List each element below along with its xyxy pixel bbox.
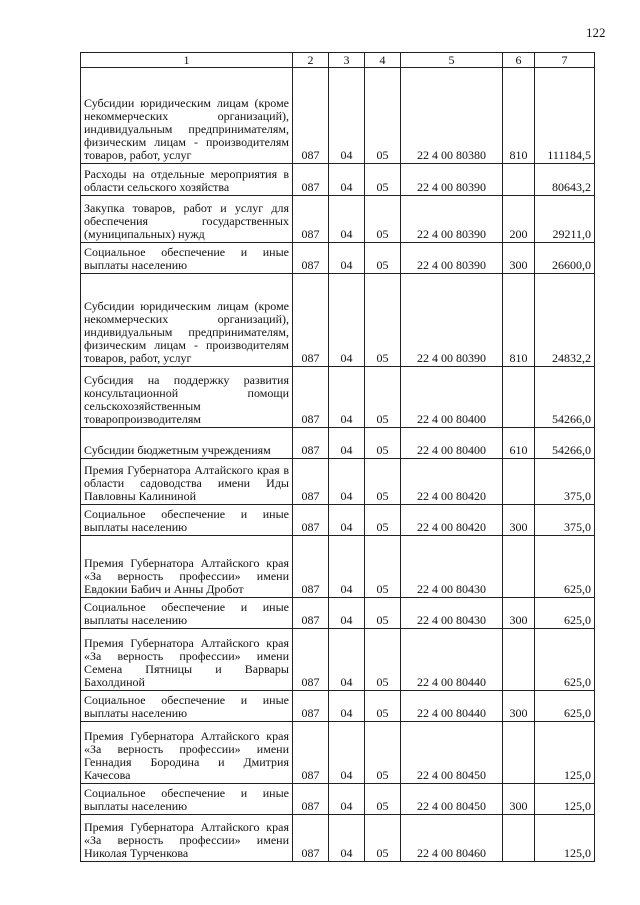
row-name: Социальное обеспечение и иные выплаты населению: [81, 691, 293, 722]
subsection-code: 05: [365, 274, 401, 367]
expense-type-code: 810: [503, 68, 535, 164]
section-code: 04: [329, 243, 365, 274]
target-article-code: 22 4 00 80450: [401, 784, 503, 815]
section-code: 04: [329, 598, 365, 629]
subsection-code: 05: [365, 196, 401, 243]
subsection-code: 05: [365, 598, 401, 629]
amount: 80643,2: [535, 164, 595, 196]
amount: 375,0: [535, 459, 595, 505]
header-cell: 7: [535, 53, 595, 68]
table-row: [81, 428, 595, 459]
section-code: 04: [329, 629, 365, 691]
row-name: Социальное обеспечение и иные выплаты населению: [81, 784, 293, 815]
table-row: [81, 784, 595, 815]
amount: 625,0: [535, 536, 595, 598]
header-cell: 5: [401, 53, 503, 68]
target-article-code: 22 4 00 80440: [401, 691, 503, 722]
expense-type-code: 300: [503, 243, 535, 274]
section-code: 04: [329, 722, 365, 784]
table-row: [81, 722, 595, 784]
ministry-code: 087: [293, 164, 329, 196]
expense-type-code: [503, 815, 535, 862]
ministry-code: 087: [293, 459, 329, 505]
target-article-code: 22 4 00 80430: [401, 598, 503, 629]
expense-type-code: 610: [503, 428, 535, 459]
header-cell: 2: [293, 53, 329, 68]
target-article-code: 22 4 00 80400: [401, 367, 503, 428]
target-article-code: 22 4 00 80460: [401, 815, 503, 862]
target-article-code: 22 4 00 80420: [401, 505, 503, 536]
row-name: Социальное обеспечение и иные выплаты населению: [81, 243, 293, 274]
target-article-code: 22 4 00 80440: [401, 629, 503, 691]
row-name: Субсидия на поддержку развития консультационной помощи сельскохозяйственным товаропроизводителям: [81, 367, 293, 428]
row-name: Субсидии бюджетным учреждениям: [81, 428, 293, 459]
header-cell: 4: [365, 53, 401, 68]
section-code: 04: [329, 68, 365, 164]
section-code: 04: [329, 815, 365, 862]
row-name: Социальное обеспечение и иные выплаты населению: [81, 505, 293, 536]
section-code: 04: [329, 367, 365, 428]
amount: 125,0: [535, 815, 595, 862]
amount: 26600,0: [535, 243, 595, 274]
row-name: Премия Губернатора Алтайского края «За верность профессии» имени Евдокии Бабич и Анны Дробот: [81, 536, 293, 598]
row-name: Закупка товаров, работ и услуг для обеспечения государственных (муниципальных) нужд: [81, 196, 293, 243]
row-name: Премия Губернатора Алтайского края «За верность профессии» имени Геннадия Бородина и Дмитрия Качесова: [81, 722, 293, 784]
expense-type-code: 200: [503, 196, 535, 243]
section-code: 04: [329, 691, 365, 722]
section-code: 04: [329, 505, 365, 536]
expense-type-code: [503, 367, 535, 428]
ministry-code: 087: [293, 629, 329, 691]
row-name: Социальное обеспечение и иные выплаты населению: [81, 598, 293, 629]
row-name: Премия Губернатора Алтайского края «За верность профессии» имени Николая Турченкова: [81, 815, 293, 862]
section-code: 04: [329, 459, 365, 505]
amount: 29211,0: [535, 196, 595, 243]
ministry-code: 087: [293, 505, 329, 536]
ministry-code: 087: [293, 243, 329, 274]
expense-type-code: 300: [503, 784, 535, 815]
target-article-code: 22 4 00 80390: [401, 243, 503, 274]
section-code: 04: [329, 164, 365, 196]
target-article-code: 22 4 00 80430: [401, 536, 503, 598]
section-code: 04: [329, 274, 365, 367]
table-row: [81, 274, 595, 367]
subsection-code: 05: [365, 629, 401, 691]
ministry-code: 087: [293, 815, 329, 862]
target-article-code: 22 4 00 80390: [401, 196, 503, 243]
amount: 375,0: [535, 505, 595, 536]
ministry-code: 087: [293, 196, 329, 243]
page-number: 122: [586, 25, 606, 40]
ministry-code: 087: [293, 691, 329, 722]
amount: 24832,2: [535, 274, 595, 367]
ministry-code: 087: [293, 598, 329, 629]
row-name: Расходы на отдельные мероприятия в области сельского хозяйства: [81, 164, 293, 196]
subsection-code: 05: [365, 428, 401, 459]
amount: 625,0: [535, 598, 595, 629]
budget-table: [80, 52, 595, 862]
expense-type-code: 300: [503, 505, 535, 536]
row-name: Субсидии юридическим лицам (кроме некоммерческих организаций), индивидуальным предпринимателям, физическим лицам - производителям товаров, работ, услуг: [81, 274, 293, 367]
table-row: [81, 691, 595, 722]
subsection-code: 05: [365, 459, 401, 505]
subsection-code: 05: [365, 68, 401, 164]
target-article-code: 22 4 00 80390: [401, 274, 503, 367]
section-code: 04: [329, 784, 365, 815]
ministry-code: 087: [293, 536, 329, 598]
amount: 54266,0: [535, 367, 595, 428]
expense-type-code: 300: [503, 598, 535, 629]
subsection-code: 05: [365, 815, 401, 862]
expense-type-code: [503, 164, 535, 196]
target-article-code: 22 4 00 80400: [401, 428, 503, 459]
expense-type-code: [503, 459, 535, 505]
ministry-code: 087: [293, 722, 329, 784]
subsection-code: 05: [365, 722, 401, 784]
amount: 625,0: [535, 691, 595, 722]
target-article-code: 22 4 00 80380: [401, 68, 503, 164]
subsection-code: 05: [365, 784, 401, 815]
ministry-code: 087: [293, 784, 329, 815]
table-row: [81, 243, 595, 274]
subsection-code: 05: [365, 691, 401, 722]
amount: 125,0: [535, 722, 595, 784]
ministry-code: 087: [293, 68, 329, 164]
section-code: 04: [329, 428, 365, 459]
header-row: [81, 53, 595, 68]
table-body: [81, 68, 595, 862]
amount: 111184,5: [535, 68, 595, 164]
subsection-code: 05: [365, 505, 401, 536]
table-row: [81, 196, 595, 243]
subsection-code: 05: [365, 367, 401, 428]
section-code: 04: [329, 196, 365, 243]
target-article-code: 22 4 00 80450: [401, 722, 503, 784]
header-cell: 6: [503, 53, 535, 68]
amount: 125,0: [535, 784, 595, 815]
table-row: [81, 164, 595, 196]
subsection-code: 05: [365, 536, 401, 598]
table-row: [81, 505, 595, 536]
expense-type-code: 300: [503, 691, 535, 722]
table-row: [81, 536, 595, 598]
section-code: 04: [329, 536, 365, 598]
ministry-code: 087: [293, 428, 329, 459]
table-row: [81, 68, 595, 164]
table-row: [81, 367, 595, 428]
table-row: [81, 459, 595, 505]
table-row: [81, 629, 595, 691]
row-name: Субсидии юридическим лицам (кроме некоммерческих организаций), индивидуальным предпринимателям, физическим лицам - производителям товаров, работ, услуг: [81, 68, 293, 164]
subsection-code: 05: [365, 164, 401, 196]
target-article-code: 22 4 00 80420: [401, 459, 503, 505]
amount: 54266,0: [535, 428, 595, 459]
expense-type-code: 810: [503, 274, 535, 367]
ministry-code: 087: [293, 367, 329, 428]
expense-type-code: [503, 629, 535, 691]
target-article-code: 22 4 00 80390: [401, 164, 503, 196]
table-row: [81, 598, 595, 629]
subsection-code: 05: [365, 243, 401, 274]
table-row: [81, 815, 595, 862]
row-name: Премия Губернатора Алтайского края в области садоводства имени Иды Павловны Калининой: [81, 459, 293, 505]
ministry-code: 087: [293, 274, 329, 367]
amount: 625,0: [535, 629, 595, 691]
row-name: Премия Губернатора Алтайского края «За верность профессии» имени Семена Пятницы и Варвары Бахолдиной: [81, 629, 293, 691]
expense-type-code: [503, 536, 535, 598]
expense-type-code: [503, 722, 535, 784]
header-cell: 3: [329, 53, 365, 68]
header-cell: 1: [81, 53, 293, 68]
